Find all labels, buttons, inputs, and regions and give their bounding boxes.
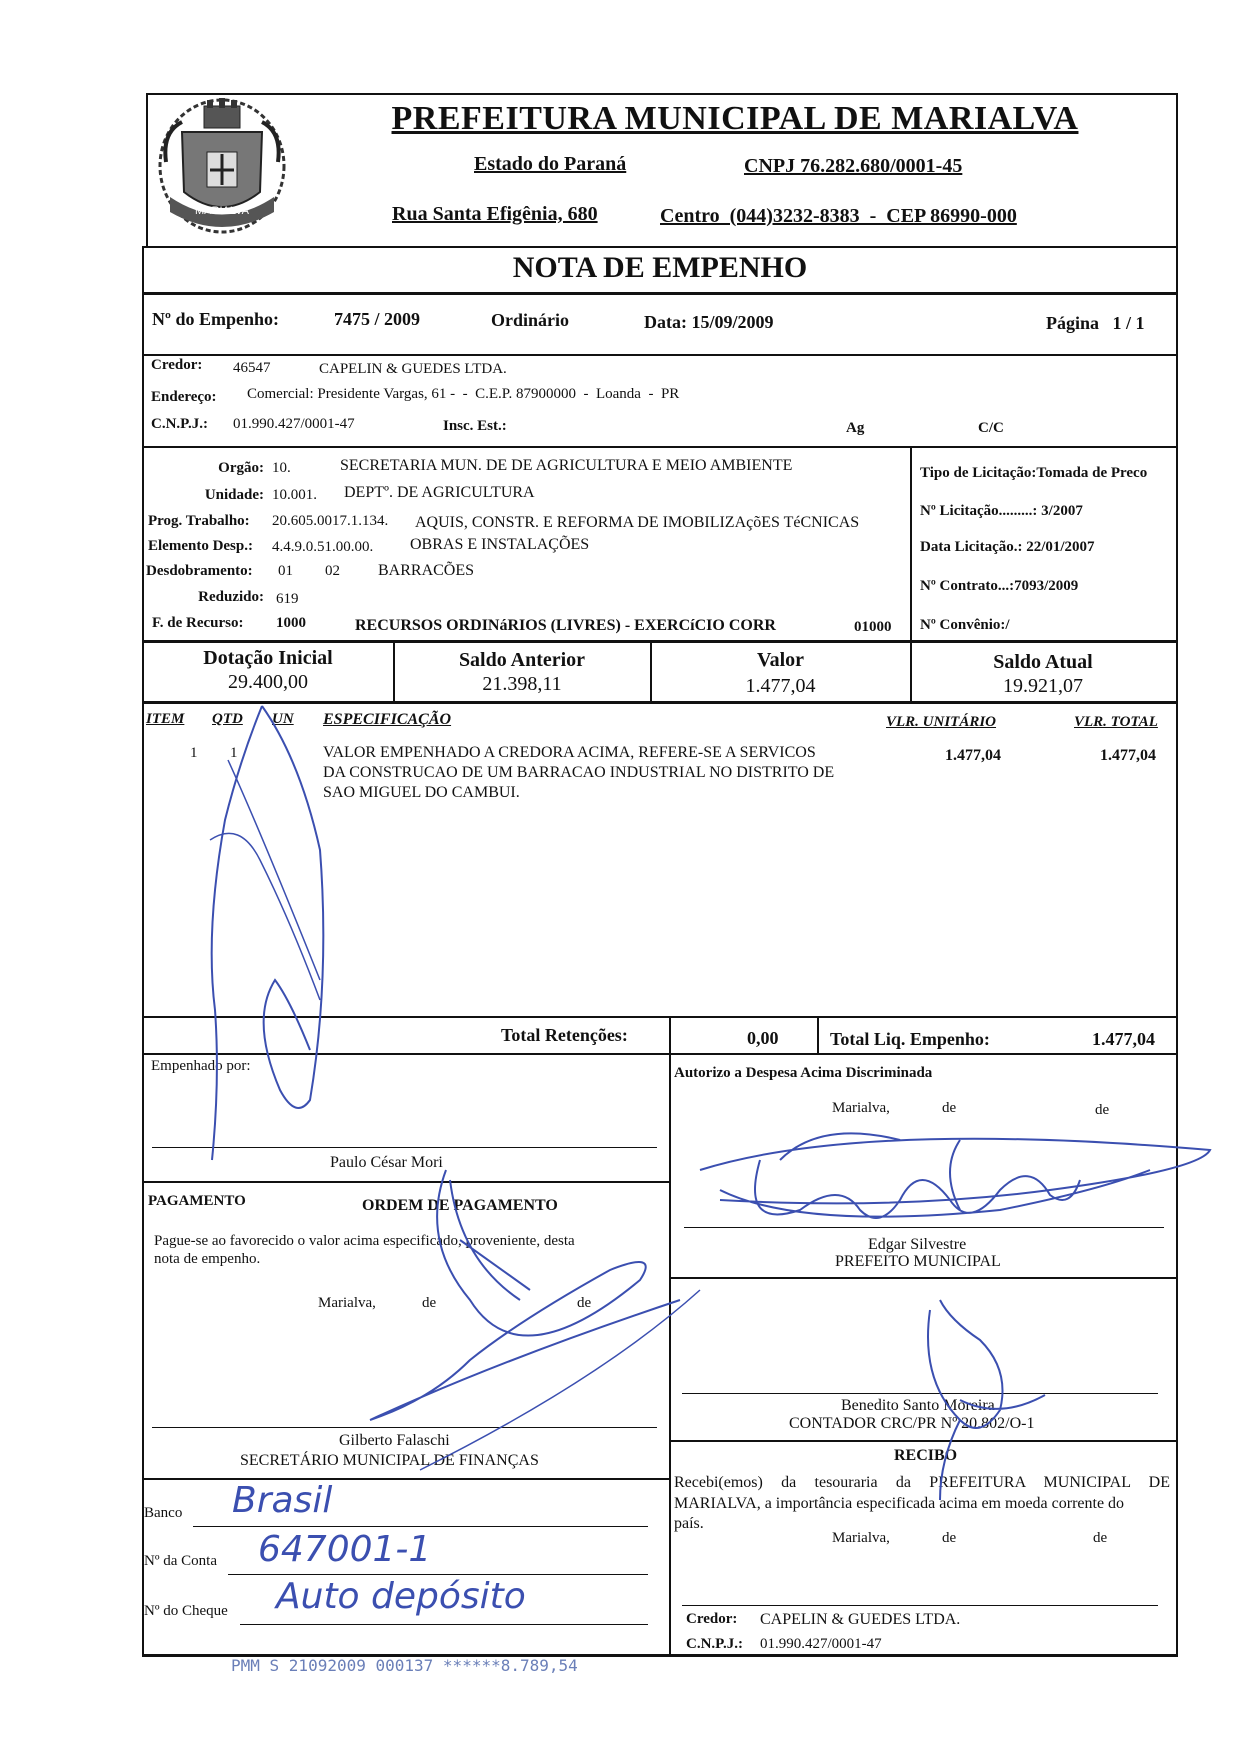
- divider-vertical: [669, 1016, 671, 1054]
- cc-label: C/C: [978, 420, 1004, 436]
- signature-line: [682, 1393, 1158, 1394]
- pagamento-role: SECRETÁRIO MUNICIPAL DE FINANÇAS: [240, 1452, 539, 1469]
- col-unit: VLR. UNITÁRIO: [886, 714, 997, 730]
- municipal-seal: [152, 92, 292, 240]
- row-spec-line: DA CONSTRUCAO DE UM BARRACAO INDUSTRIAL NO DISTRITO DE: [323, 764, 835, 781]
- row-total-value: 1.477,04: [1100, 747, 1156, 764]
- recibo-credor: CAPELIN & GUEDES LTDA.: [760, 1611, 961, 1628]
- recibo-de: de: [942, 1530, 957, 1546]
- border-left-header: [146, 93, 148, 247]
- orgao-label: Orgão:: [218, 460, 264, 476]
- autorizo-role: PREFEITO MUNICIPAL: [835, 1253, 1001, 1270]
- licitacao-numero: Nº Licitação.........: 3/2007: [920, 503, 1083, 519]
- border-right-header: [1176, 93, 1178, 247]
- pagamento-de: de: [422, 1295, 437, 1311]
- divider: [142, 701, 1178, 704]
- recibo-place: Marialva,: [832, 1530, 890, 1546]
- prog-label: Prog. Trabalho:: [148, 513, 250, 529]
- credor-name: CAPELIN & GUEDES LTDA.: [319, 361, 507, 377]
- cheque-line[interactable]: [240, 1624, 648, 1625]
- recibo-credor-label: Credor:: [686, 1611, 738, 1627]
- autorizo-place: Marialva,: [832, 1100, 890, 1116]
- orgao-code: 10.: [272, 460, 291, 476]
- recibo-cnpj: 01.990.427/0001-47: [760, 1636, 882, 1652]
- recurso-label: F. de Recurso:: [152, 615, 244, 631]
- credor-cnpj: 01.990.427/0001-47: [233, 416, 355, 432]
- municipality-title: PREFEITURA MUNICIPAL DE MARIALVA: [391, 100, 1079, 137]
- cash-register-stamp: PMM S 21092009 000137 ******8.789,54: [231, 1656, 578, 1675]
- elemento-code: 4.4.9.0.51.00.00.: [272, 539, 374, 555]
- row-qtd: 1: [230, 745, 238, 761]
- conta-handwriting: 647001-1: [258, 1529, 432, 1570]
- col-item: ITEM: [146, 711, 185, 727]
- insc-est-label: Insc. Est.:: [443, 418, 507, 434]
- autorizo-de: de: [942, 1100, 957, 1116]
- divider: [142, 1053, 1178, 1055]
- empenho-number: 7475 / 2009: [334, 309, 421, 329]
- liq-label: Total Liq. Empenho:: [830, 1029, 990, 1049]
- credor-label: Credor:: [151, 357, 203, 373]
- contador-signer: Benedito Santo Moreira: [841, 1397, 995, 1414]
- row-spec-line: VALOR EMPENHADO A CREDORA ACIMA, REFERE-SE A SERVICOS: [323, 744, 816, 761]
- row-item: 1: [190, 745, 198, 761]
- recibo-text: MARIALVA, a importância especificada acima em moeda corrente do: [674, 1495, 1125, 1512]
- recurso-name: RECURSOS ORDINáRIOS (LIVRES) - EXERCíCIO CORR: [355, 617, 776, 634]
- row-unit-value: 1.477,04: [945, 747, 1001, 764]
- divider-vertical: [669, 1053, 671, 1656]
- divider: [142, 292, 1178, 295]
- desdob-b: 02: [325, 563, 340, 579]
- signature-line: [152, 1147, 657, 1148]
- unidade-label: Unidade:: [204, 487, 264, 503]
- autorizo-label: Autorizo a Despesa Acima Discriminada: [674, 1065, 933, 1081]
- licitacao-tipo: Tipo de Licitação:Tomada de Preco: [920, 465, 1148, 481]
- col-qtd: QTD: [212, 711, 243, 727]
- conta-label: Nº da Conta: [144, 1553, 217, 1569]
- recurso-code: 1000: [276, 615, 306, 631]
- contact-label: Centro (044)3232-8383 - CEP 86990-000: [660, 205, 1017, 227]
- pagamento-signer: Gilberto Falaschi: [339, 1432, 450, 1449]
- banco-label: Banco: [144, 1505, 183, 1521]
- col-total: VLR. TOTAL: [1074, 714, 1158, 730]
- col-un: UN: [272, 711, 294, 727]
- saldo-anterior-label: Saldo Anterior: [458, 649, 586, 671]
- unidade-code: 10.001.: [272, 487, 317, 503]
- recibo-de: de: [1093, 1530, 1108, 1546]
- liq-value: 1.477,04: [1092, 1029, 1155, 1049]
- recibo-cnpj-label: C.N.P.J.:: [686, 1636, 743, 1652]
- elemento-name: OBRAS E INSTALAÇÕES: [410, 536, 590, 553]
- cheque-handwriting: Auto depósito: [276, 1576, 526, 1617]
- prog-name: AQUIS, CONSTR. E REFORMA DE IMOBILIZAçõES TéCNICAS: [415, 514, 860, 531]
- contador-role: CONTADOR CRC/PR Nº 20.802/O-1: [789, 1415, 1035, 1432]
- recibo-text: Recebi(emos) da tesouraria da PREFEITURA MUNICIPAL DE: [674, 1474, 1170, 1491]
- cnpj-label: CNPJ 76.282.680/0001-45: [744, 155, 963, 177]
- dotacao-value: 29.400,00: [228, 671, 308, 693]
- pagamento-de: de: [577, 1295, 592, 1311]
- recurso-num: 01000: [854, 619, 892, 635]
- prog-code: 20.605.0017.1.134.: [272, 513, 389, 529]
- signature-line: [684, 1227, 1164, 1228]
- empenho-label: Nº do Empenho:: [152, 309, 279, 329]
- credor-code: 46547: [233, 360, 271, 376]
- divider: [142, 1478, 670, 1480]
- pagamento-label: PAGAMENTO: [148, 1193, 246, 1209]
- cheque-label: Nº do Cheque: [144, 1603, 228, 1619]
- elemento-label: Elemento Desp.:: [148, 538, 253, 554]
- empenho-type: Ordinário: [491, 310, 570, 330]
- licitacao-data: Data Licitação.: 22/01/2007: [920, 539, 1095, 555]
- banco-handwriting: Brasil: [232, 1480, 333, 1521]
- divider: [142, 246, 1178, 248]
- recibo-title: RECIBO: [894, 1447, 958, 1464]
- unidade-name: DEPTº. DE AGRICULTURA: [344, 484, 535, 501]
- credor-address: Comercial: Presidente Vargas, 61 - - C.E.P. 87900000 - Loanda - PR: [247, 386, 680, 402]
- autorizo-de: de: [1095, 1102, 1110, 1118]
- signature-line: [152, 1427, 657, 1428]
- desdob-a: 01: [278, 563, 293, 579]
- valor-label: Valor: [756, 649, 805, 671]
- pagamento-place: Marialva,: [318, 1295, 376, 1311]
- border-right: [1176, 246, 1178, 1656]
- banco-line[interactable]: [193, 1526, 648, 1527]
- divider-vertical: [817, 1016, 819, 1054]
- autorizo-signer: Edgar Silvestre: [868, 1236, 967, 1253]
- licitacao-convenio: Nº Convênio:/: [920, 617, 1010, 633]
- saldo-atual-label: Saldo Atual: [993, 651, 1093, 673]
- address-label: Rua Santa Efigênia, 680: [392, 203, 598, 225]
- desdob-name: BARRACÕES: [378, 562, 475, 579]
- empenho-date: Data: 15/09/2009: [644, 312, 774, 332]
- retencoes-label: Total Retenções:: [501, 1025, 628, 1045]
- seal-text: MARIALVA: [195, 205, 249, 217]
- saldo-atual-value: 19.921,07: [1003, 675, 1083, 697]
- divider: [669, 1440, 1178, 1442]
- saldo-anterior-value: 21.398,11: [482, 673, 562, 695]
- desdob-label: Desdobramento:: [146, 563, 253, 579]
- divider: [669, 1277, 1178, 1279]
- licitacao-contrato: Nº Contrato...:7093/2009: [920, 578, 1079, 594]
- ag-label: Ag: [846, 420, 865, 436]
- divider-vertical: [910, 446, 912, 641]
- document-title: NOTA DE EMPENHO: [512, 251, 808, 284]
- divider: [142, 640, 1178, 643]
- border-left: [142, 246, 144, 1656]
- empenhado-signer: Paulo César Mori: [330, 1154, 443, 1171]
- retencoes-value: 0,00: [747, 1028, 779, 1048]
- conta-line[interactable]: [228, 1574, 648, 1575]
- valor-value: 1.477,04: [745, 675, 816, 697]
- empenhado-label: Empenhado por:: [151, 1058, 251, 1074]
- reduzido-value: 619: [276, 591, 299, 607]
- pagamento-text: nota de empenho.: [154, 1251, 261, 1267]
- state-label: Estado do Paraná: [474, 153, 627, 175]
- divider: [142, 1016, 1178, 1018]
- divider: [142, 1181, 670, 1183]
- col-spec: ESPECIFICAÇÃO: [323, 711, 452, 728]
- row-spec-line: SAO MIGUEL DO CAMBUI.: [323, 784, 520, 801]
- recibo-text: país.: [674, 1515, 704, 1532]
- dotacao-label: Dotação Inicial: [203, 647, 333, 669]
- cnpj-field-label: C.N.P.J.:: [151, 416, 208, 432]
- border-top: [147, 93, 1178, 95]
- pagamento-text: Pague-se ao favorecido o valor acima especificado, proveniente, desta: [154, 1233, 575, 1249]
- reduzido-label: Reduzido:: [198, 589, 264, 605]
- address-field-label: Endereço:: [151, 389, 217, 405]
- orgao-name: SECRETARIA MUN. DE DE AGRICULTURA E MEIO AMBIENTE: [340, 457, 793, 474]
- signature-line: [682, 1605, 1158, 1606]
- divider: [142, 354, 1178, 356]
- ordem-pagamento-title: ORDEM DE PAGAMENTO: [362, 1197, 558, 1214]
- divider: [142, 446, 1178, 448]
- page-number: Página 1 / 1: [1046, 313, 1145, 333]
